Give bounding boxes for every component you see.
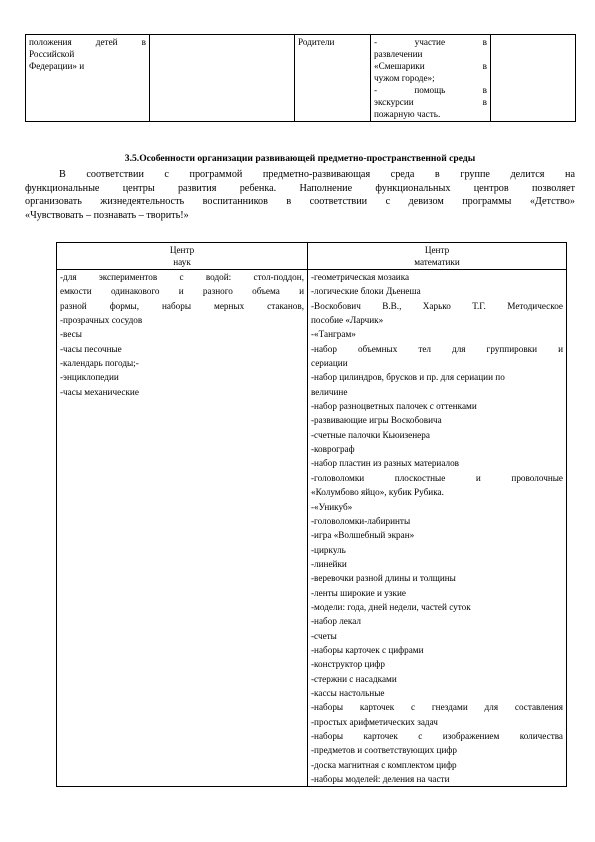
center-item: -прозрачных сосудов	[60, 315, 143, 326]
center-item: -для экспериментов с водой: стол-поддон,	[60, 272, 304, 282]
center-item: -простых арифметических задач	[311, 716, 438, 727]
center-item: -счетные палочки Кьюизенера	[311, 429, 430, 440]
center-item: -головоломки-лабиринты	[311, 515, 411, 526]
header-line: Центр	[169, 245, 195, 255]
center-item: величине	[311, 386, 348, 397]
center-item: -коврограф	[311, 444, 355, 455]
center-item: -линейки	[311, 558, 347, 569]
center-item: -ленты широкие и узкие	[311, 587, 406, 598]
center-item: -«Уникуб»	[311, 501, 353, 512]
activity-line: - помощь в	[374, 85, 487, 95]
math-center-header	[308, 243, 567, 270]
center-item: -стержни с насадками	[311, 673, 397, 684]
center-item: -часы механические	[60, 386, 139, 397]
top-table	[25, 34, 576, 122]
center-item: пособие «Ларчик»	[311, 315, 384, 326]
activity-line: развлечении	[374, 49, 423, 59]
paragraph-line: организовать жизнедеятельность воспитанников в соответствии с девизом программы «Детство»	[25, 196, 575, 208]
math-center-items	[308, 270, 567, 787]
center-item: -календарь погоды;-	[60, 358, 139, 369]
center-item: -логические блоки Дьенеша	[311, 286, 421, 297]
centers-content-row	[57, 270, 567, 787]
top-table-cell-empty	[491, 35, 576, 122]
science-center-header	[57, 243, 308, 270]
center-item: -Воскобович В.В., Харько Т.Г. Методическое	[311, 300, 563, 311]
center-item: -набор объемных тел для группировки и	[311, 343, 563, 354]
center-item: -геометрическая мозаика	[311, 272, 410, 282]
science-center-items	[57, 270, 308, 787]
center-item: -наборы моделей: деления на части	[311, 774, 450, 785]
center-item: -игра «Волшебный экран»	[311, 530, 415, 541]
center-item: -счеты	[311, 630, 337, 641]
centers-table	[56, 242, 567, 787]
top-table-cell-document	[26, 35, 150, 122]
paragraph-line: функциональные центры развития ребенка. Наполнение функциональных центров позволяет	[25, 182, 575, 194]
role-text: Родители	[298, 37, 335, 47]
header-line: Центр	[424, 245, 450, 255]
top-table-cell-empty	[150, 35, 295, 122]
center-item: -модели: года, дней недели, частей суток	[311, 601, 471, 612]
activity-line: экскурсии в	[374, 97, 487, 107]
top-table-row	[26, 35, 576, 122]
center-item: сериации	[311, 358, 348, 369]
section-heading: 3.5.Особенности организации развивающей предметно-пространственной среды	[124, 153, 476, 164]
center-item: -циркуль	[311, 544, 346, 555]
centers-header-row	[57, 243, 567, 270]
center-item: -предметов и соответствующих цифр	[311, 745, 457, 756]
activity-line: чужом городе»;	[374, 73, 435, 83]
center-item: -головоломки плоскостные и проволочные	[311, 472, 563, 483]
center-item: -наборы карточек с цифрами	[311, 644, 424, 655]
center-item: -набор лекал	[311, 616, 361, 627]
center-item: -веревочки разной длины и толщины	[311, 573, 456, 584]
center-item: -набор разноцветных палочек с оттенками	[311, 401, 477, 412]
center-item: разной формы, наборы мерных стаканов,	[60, 300, 304, 311]
center-item: -весы	[60, 329, 82, 340]
center-item: -часы песочные	[60, 343, 122, 354]
paragraph-line: «Чувствовать – познавать – творить!»	[25, 209, 189, 221]
center-item: -«Танграм»	[311, 329, 356, 340]
center-item: емкости одинакового и разного объема и	[60, 286, 304, 297]
center-item: -наборы карточек с изображением количества	[311, 731, 563, 741]
center-item: -наборы карточек с гнездами для составления	[311, 702, 563, 713]
top-cell-line: Федерации» и	[29, 61, 85, 71]
paragraph-line: В соответствии с программой предметно-развивающая среда в группе делится на	[59, 169, 575, 180]
top-cell-line: положения детей в	[29, 37, 146, 47]
center-item: -конструктор цифр	[311, 659, 385, 670]
header-line: наук	[173, 256, 191, 267]
top-table-cell-activity	[371, 35, 491, 122]
center-item: -кассы настольные	[311, 687, 385, 698]
center-item: -набор пластин из разных материалов	[311, 458, 460, 469]
center-item: «Колумбово яйцо», кубик Рубика.	[311, 487, 444, 498]
activity-line: - участие в	[374, 37, 487, 47]
center-item: -энциклопедии	[60, 372, 119, 383]
top-cell-line: Российской	[29, 49, 75, 59]
activity-line: пожарную часть.	[374, 109, 441, 119]
top-table-cell-role	[295, 35, 371, 122]
center-item: -доска магнитная с комплектом цифр	[311, 759, 457, 770]
header-line: математики	[414, 256, 460, 267]
center-item: -набор цилиндров, брусков и пр. для сериации по	[311, 372, 505, 383]
section-paragraph	[25, 168, 575, 222]
center-item: -развивающие игры Воскобовича	[311, 415, 442, 426]
activity-line: «Смешарики в	[374, 61, 487, 71]
